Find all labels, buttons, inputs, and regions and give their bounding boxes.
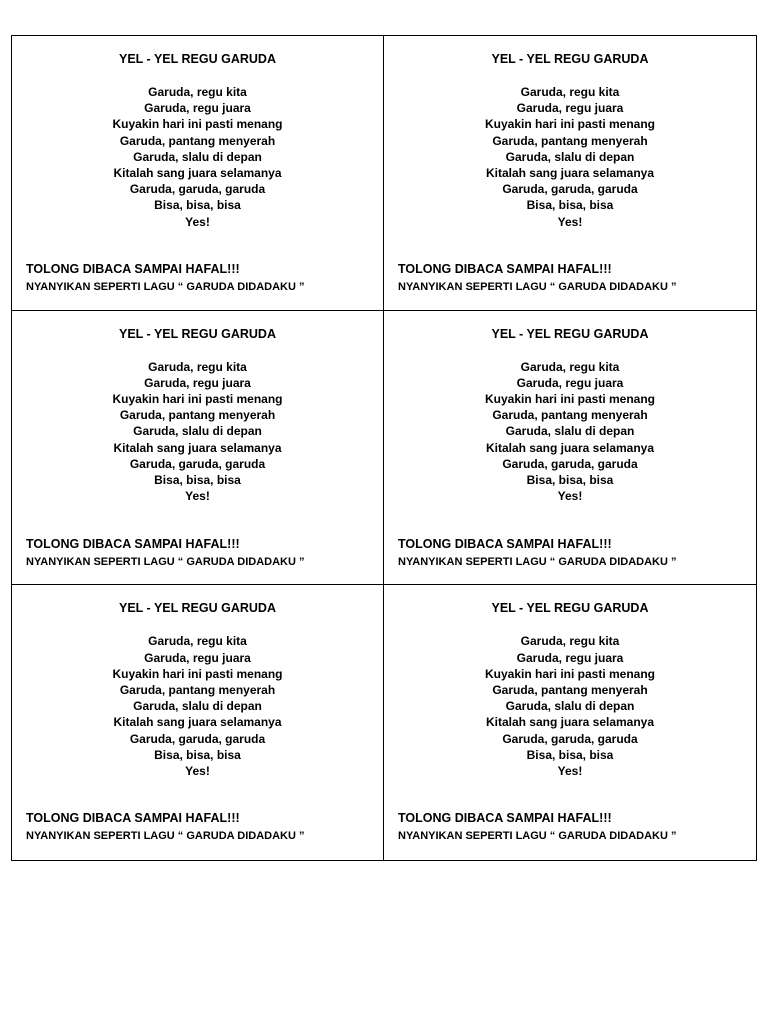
lyric-line: Garuda, regu kita [148,85,247,99]
lyric-line: Garuda, pantang menyerah [492,408,648,423]
lyric-line: Garuda, garuda, garuda [502,182,638,197]
lyric-line: Kitalah sang juara selamanya [485,715,655,730]
song-instruction: NYANYIKAN SEPERTI LAGU “ GARUDA DIDADAKU ” [26,555,305,568]
lyric-line: Garuda, regu juara [144,650,251,665]
yel-card [384,311,756,586]
lyric-line: Garuda, regu juara [516,375,624,390]
lyric-line: Garuda, garuda, garuda [129,456,266,471]
lyric-line: Kitalah sang juara selamanya [113,715,282,730]
lyric-line: Bisa, bisa, bisa [154,473,241,488]
lyrics-block [12,633,383,779]
lyric-line: Garuda, regu juara [516,101,624,116]
lyric-line: Garuda, garuda, garuda [502,456,638,471]
memorize-note: TOLONG DIBACA SAMPAI HAFAL!!! [26,262,240,276]
lyric-line: Bisa, bisa, bisa [526,473,614,488]
lyric-line: Garuda, regu kita [520,634,620,649]
lyric-line: Kitalah sang juara selamanya [113,440,282,455]
lyric-line: Garuda, pantang menyerah [492,133,648,148]
lyric-line: Garuda, garuda, garuda [129,182,266,197]
lyrics-block [12,359,383,505]
yel-card [12,36,384,311]
lyric-line: Kuyakin hari ini pasti menang [484,117,656,132]
lyric-line: Yes! [557,763,583,778]
lyric-line: Bisa, bisa, bisa [154,198,241,213]
lyric-line: Bisa, bisa, bisa [154,747,241,762]
lyrics-block [384,633,756,779]
lyric-line: Garuda, slalu di depan [133,424,262,439]
lyric-line: Garuda, pantang menyerah [119,133,276,148]
lyric-line: Garuda, slalu di depan [505,699,635,714]
lyric-line: Garuda, regu kita [520,85,620,99]
song-instruction: NYANYIKAN SEPERTI LAGU “ GARUDA DIDADAKU ” [398,555,677,568]
memorize-note: TOLONG DIBACA SAMPAI HAFAL!!! [26,536,240,551]
lyrics-block [12,84,383,230]
yel-card [384,585,756,860]
lyric-line: Garuda, garuda, garuda [129,731,266,746]
card-title: YEL - YEL REGU GARUDA [119,601,276,616]
lyric-line: Garuda, pantang menyerah [119,682,276,697]
lyrics-block [384,84,756,230]
lyric-line: Kitalah sang juara selamanya [485,440,655,455]
memorize-note: TOLONG DIBACA SAMPAI HAFAL!!! [398,536,612,551]
lyric-line: Kuyakin hari ini pasti menang [484,666,656,681]
card-title: YEL - YEL REGU GARUDA [119,326,276,341]
memorize-note: TOLONG DIBACA SAMPAI HAFAL!!! [26,811,240,826]
lyric-line: Garuda, garuda, garuda [502,731,638,746]
card-title: YEL - YEL REGU GARUDA [491,52,649,66]
lyric-line: Kuyakin hari ini pasti menang [484,392,656,407]
lyric-line: Kuyakin hari ini pasti menang [112,666,283,681]
lyric-line: Bisa, bisa, bisa [526,198,614,213]
memorize-note: TOLONG DIBACA SAMPAI HAFAL!!! [398,262,612,276]
song-instruction: NYANYIKAN SEPERTI LAGU “ GARUDA DIDADAKU ” [398,281,677,293]
song-instruction: NYANYIKAN SEPERTI LAGU “ GARUDA DIDADAKU ” [26,830,305,843]
lyric-line: Bisa, bisa, bisa [526,747,614,762]
lyrics-block [384,359,756,505]
card-title: YEL - YEL REGU GARUDA [491,601,649,616]
card-grid [11,35,757,861]
memorize-note: TOLONG DIBACA SAMPAI HAFAL!!! [398,811,612,826]
lyric-line: Garuda, slalu di depan [505,149,635,164]
lyric-line: Garuda, regu juara [144,101,251,116]
lyric-line: Kitalah sang juara selamanya [485,166,655,181]
lyric-line: Garuda, pantang menyerah [492,682,648,697]
lyric-line: Kuyakin hari ini pasti menang [112,392,283,407]
lyric-line: Garuda, slalu di depan [133,149,262,164]
card-title: YEL - YEL REGU GARUDA [491,326,649,341]
lyric-line: Yes! [185,214,210,229]
lyric-line: Garuda, slalu di depan [133,699,262,714]
lyric-line: Kitalah sang juara selamanya [113,166,282,181]
lyric-line: Garuda, regu kita [520,359,620,374]
yel-card [12,585,384,860]
lyric-line: Garuda, regu kita [148,359,247,374]
song-instruction: NYANYIKAN SEPERTI LAGU “ GARUDA DIDADAKU ” [398,830,677,843]
lyric-line: Yes! [185,489,210,504]
yel-card [12,311,384,586]
lyric-line: Kuyakin hari ini pasti menang [112,117,283,132]
lyric-line: Yes! [557,214,583,229]
card-title: YEL - YEL REGU GARUDA [119,52,276,66]
lyric-line: Garuda, slalu di depan [505,424,635,439]
lyric-line: Garuda, pantang menyerah [119,408,276,423]
lyric-line: Yes! [557,489,583,504]
song-instruction: NYANYIKAN SEPERTI LAGU “ GARUDA DIDADAKU ” [26,281,305,293]
lyric-line: Garuda, regu juara [516,650,624,665]
lyric-line: Garuda, regu kita [148,634,247,649]
lyric-line: Yes! [185,763,210,778]
yel-card [384,36,756,311]
lyric-line: Garuda, regu juara [144,375,251,390]
